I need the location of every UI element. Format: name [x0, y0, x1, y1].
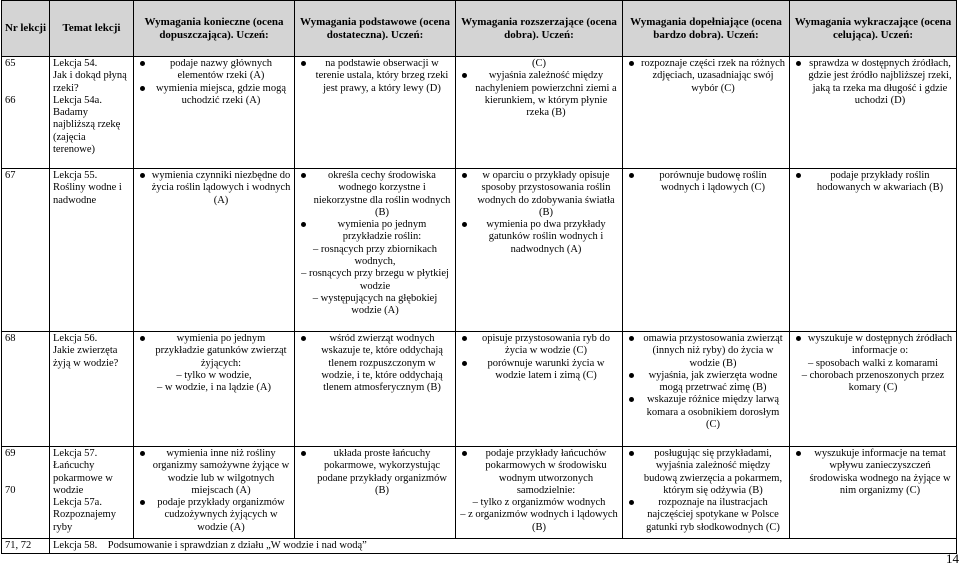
requirements-basic [295, 57, 456, 169]
requirement-item: podaje przykłady łańcuchów pokarmowych w środowisku wodnym utworzonych samodzielnie: [459, 448, 619, 497]
requirements-basic [295, 332, 456, 447]
lesson-topic: Lekcja 57. Łańcuchy pokarmowe w wodzie Lekcja 57a. Rozpoznajemy ryby [50, 447, 134, 539]
summary-text: Lekcja 58. Podsumowanie i sprawdzian z działu „W wodzie i nad wodą” [50, 539, 957, 554]
requirement-item: wyszukuje w dostępnych źródłach informacje o: [793, 333, 953, 358]
page-number: 14 [946, 551, 959, 566]
requirement-item: wyszukuje informacje na temat wpływu zanieczyszczeń środowiska wodnego na żyjące w nim organizmy (C) [793, 448, 953, 497]
requirement-item: wskazuje różnice między larwą komara a osobnikiem dorosłym (C) [626, 394, 786, 431]
lesson-number: 65 66 [2, 57, 50, 169]
requirement-item: wśród zwierząt wodnych wskazuje te, które oddychają tlenem rozpuszczonym w wodzie, i te, które oddychają tlenem atmosferycznym (B) [298, 333, 452, 394]
table-row [2, 447, 957, 539]
requirement-item: posługując się przykładami, wyjaśnia zależność między budową zwierzęcia a pokarmem, którym się odżywia (B) [626, 448, 786, 497]
requirements-beyond [790, 57, 957, 169]
requirement-item: wymienia inne niż rośliny organizmy samożywne żyjące w wodzie lub w wilgotnych miejscach (A) [137, 448, 291, 497]
requirement-item: sprawdza w dostępnych źródłach, gdzie jest źródło najbliższej rzeki, jaką ta rzeka ma długość i gdzie uchodzi (D) [793, 58, 953, 107]
requirements-beyond [790, 447, 957, 539]
requirement-item: rozpoznaje na ilustracjach najczęściej spotykane w Polsce gatunki ryb słodkowodnych (C) [626, 497, 786, 534]
header-basic: Wymagania podstawowe (ocena dostateczna). Uczeń: [295, 1, 456, 57]
requirements-beyond [790, 169, 957, 332]
header-supplementary: Wymagania dopełniające (ocena bardzo dobra). Uczeń: [623, 1, 790, 57]
requirement-subitem: – chorobach przenoszonych przez komary (C) [801, 369, 945, 394]
requirement-item: porównuje budowę roślin wodnych i lądowych (C) [626, 170, 786, 195]
requirements-supplementary [623, 57, 790, 169]
header-extended: Wymagania rozszerzające (ocena dobra). Uczeń: [456, 1, 623, 57]
requirement-subitem: – z organizmów wodnych i lądowych (B) [460, 509, 618, 533]
header-nr: Nr lekcji [2, 1, 50, 57]
table-row [2, 332, 957, 447]
requirements-required [134, 169, 295, 332]
requirement-item: wymienia czynniki niezbędne do życia roślin lądowych i wodnych (A) [137, 170, 291, 207]
requirement-item: omawia przystosowania zwierząt (innych niż ryby) do życia w wodzie (B) [626, 333, 786, 370]
requirement-subitem: – rosnących przy brzegu w płytkiej wodzie [301, 268, 449, 292]
requirements-extended [456, 57, 623, 169]
header-topic: Temat lekcji [50, 1, 134, 57]
requirements-supplementary [623, 169, 790, 332]
requirement-subitem: – rosnących przy zbiornikach wodnych, [313, 243, 437, 267]
requirement-subitem: – w wodzie, i na lądzie (A) [157, 382, 271, 394]
requirements-extended [456, 447, 623, 539]
requirements-basic [295, 169, 456, 332]
table-row [2, 57, 957, 169]
lesson-number: 67 [2, 169, 50, 332]
requirements-required [134, 57, 295, 169]
requirement-item: podaje nazwy głównych elementów rzeki (A) [137, 58, 291, 83]
requirement-item: wymienia po jednym przykładzie roślin: [298, 219, 452, 244]
requirement-item: wyjaśnia, jak zwierzęta wodne mogą przetrwać zimę (B) [626, 370, 786, 395]
requirement-item: rozpoznaje części rzek na różnych zdjęciach, uzasadniając swój wybór (C) [626, 58, 786, 95]
header-beyond: Wymagania wykraczające (ocena celująca). Uczeń: [790, 1, 957, 57]
requirements-supplementary [623, 332, 790, 447]
requirements-beyond [790, 332, 957, 447]
requirement-subitem: – występujących na głębokiej wodzie (A) [312, 292, 438, 317]
requirement-item: podaje przykłady organizmów cudzożywnych żyjących w wodzie (A) [137, 497, 291, 534]
requirements-required [134, 447, 295, 539]
requirement-item: opisuje przystosowania ryb do życia w wodzie (C) [459, 333, 619, 358]
requirement-item: podaje przykłady roślin hodowanych w akwariach (B) [793, 170, 953, 195]
requirement-item: określa cechy środowiska wodnego korzystne i niekorzystne dla roślin wodnych (B) [298, 170, 452, 219]
lesson-topic: Lekcja 54. Jak i dokąd płyną rzeki? Lekcja 54a. Badamy najbliższą rzekę (zajęcia terenowe) [50, 57, 134, 169]
curriculum-table [1, 0, 957, 554]
requirements-extended [456, 169, 623, 332]
table-row [2, 169, 957, 332]
requirement-item: w oparciu o przykłady opisuje sposoby przystosowania roślin wodnych do zdobywania światła (B) [459, 170, 619, 219]
requirement-item: wyjaśnia zależność między nachyleniem powierzchni ziemi a kierunkiem, w którym płynie rzeka (B) [459, 70, 619, 119]
lesson-topic: Lekcja 55. Rośliny wodne i nadwodne [50, 169, 134, 332]
requirements-supplementary [623, 447, 790, 539]
lesson-number: 71, 72 [2, 539, 50, 554]
requirements-basic [295, 447, 456, 539]
requirements-extended [456, 332, 623, 447]
lesson-number: 69 70 [2, 447, 50, 539]
requirement-subitem: – sposobach walki z komarami [807, 357, 939, 369]
header-required: Wymagania konieczne (ocena dopuszczająca). Uczeń: [134, 1, 295, 57]
requirement-item: wymienia po dwa przykłady gatunków roślin wodnych i nadwodnych (A) [459, 219, 619, 256]
summary-row [2, 539, 957, 554]
requirement-subitem: – tylko w wodzie, [176, 369, 252, 381]
requirement-item: układa proste łańcuchy pokarmowe, wykorzystując podane przykłady organizmów (B) [298, 448, 452, 497]
header-row [2, 1, 957, 57]
requirement-item: na podstawie obserwacji w terenie ustala, który brzeg rzeki jest prawy, a który lewy (D) [298, 58, 452, 95]
requirement-item: porównuje warunki życia w wodzie latem i zimą (C) [459, 358, 619, 383]
carryover-text: (C) [532, 58, 546, 69]
requirement-subitem: – tylko z organizmów wodnych [472, 497, 606, 509]
requirement-item: wymienia po jednym przykładzie gatunków zwierząt żyjących: [137, 333, 291, 370]
lesson-topic: Lekcja 56. Jakie zwierzęta żyją w wodzie? [50, 332, 134, 447]
requirements-required [134, 332, 295, 447]
requirement-item: wymienia miejsca, gdzie mogą uchodzić rzeki (A) [137, 83, 291, 108]
lesson-number: 68 [2, 332, 50, 447]
